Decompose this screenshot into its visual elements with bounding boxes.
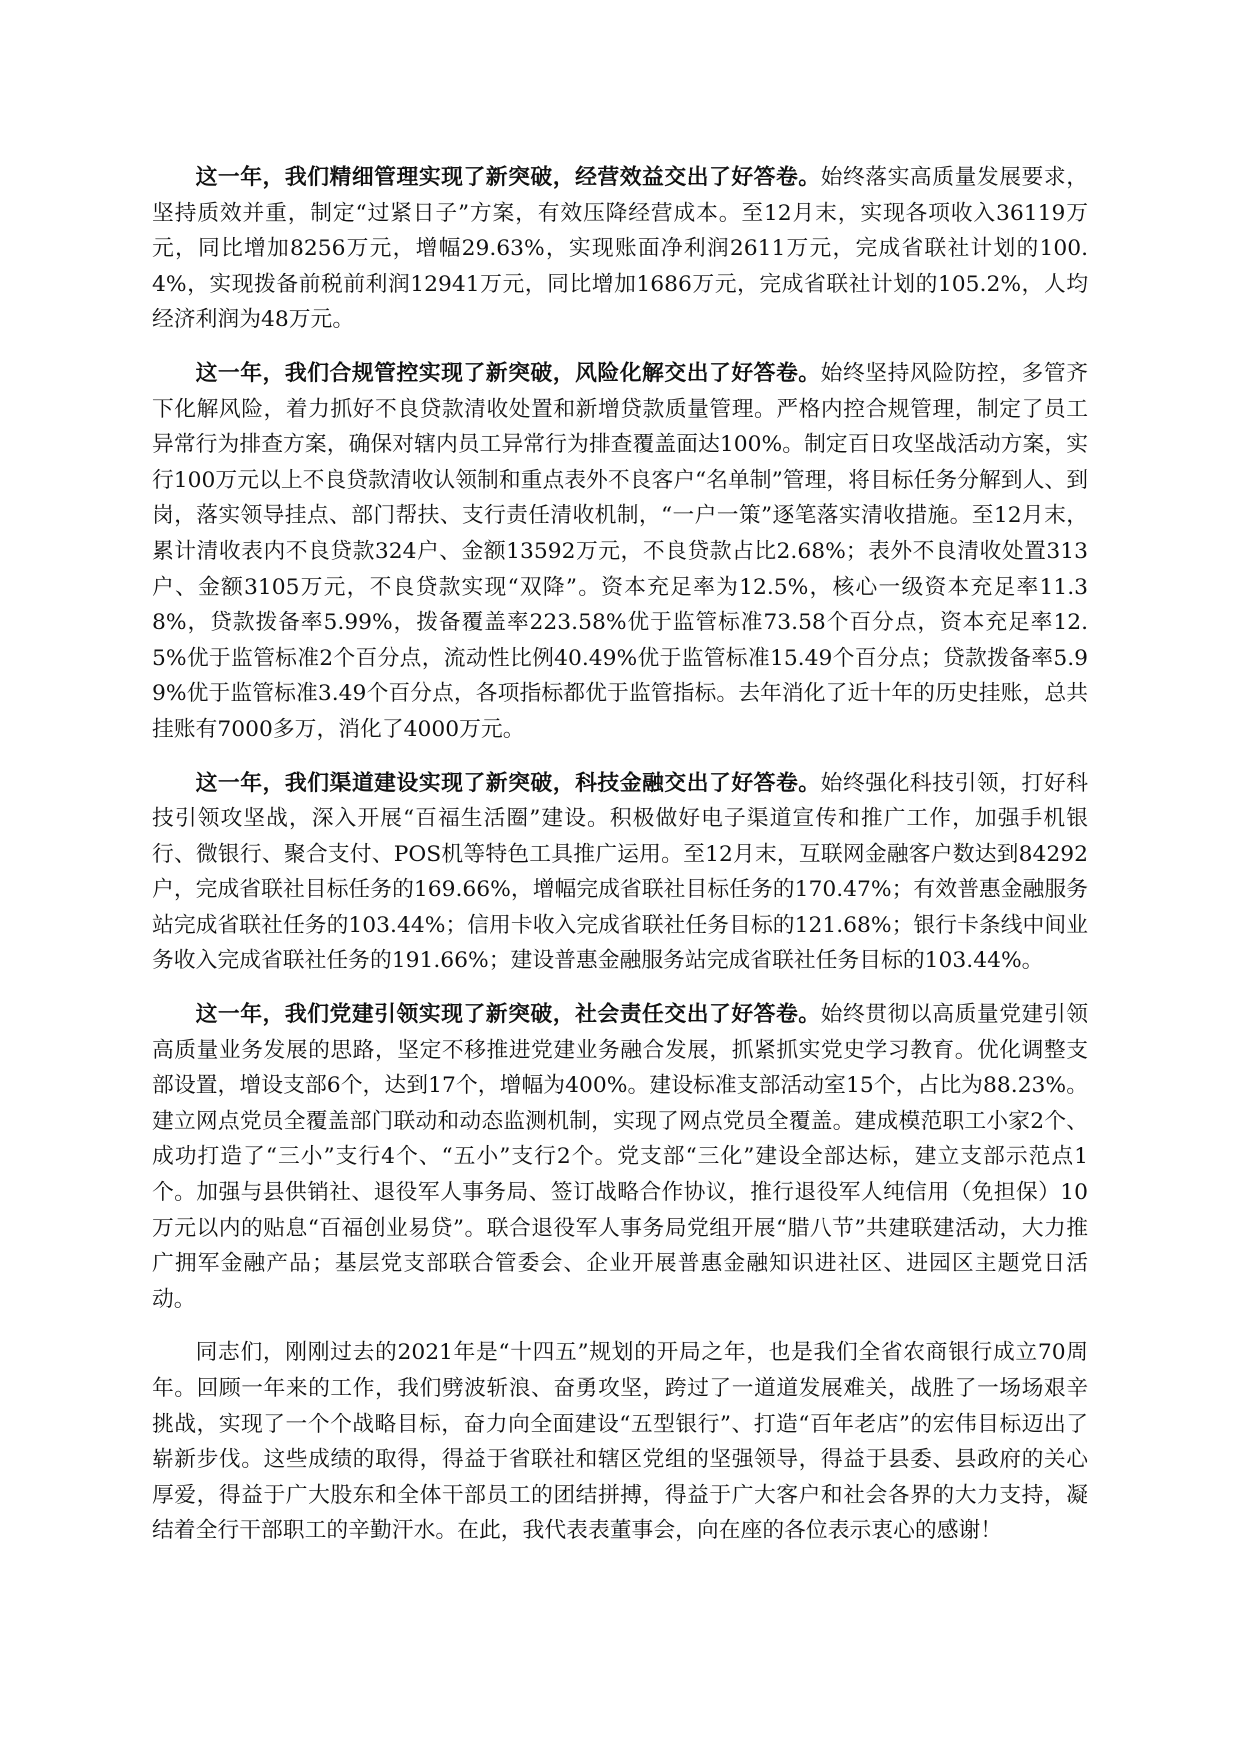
paragraph-body: 始终强化科技引领，打好科技引领攻坚战，深入开展“百福生活圈”建设。积极做好电子渠道宣传和推广工作，加强手机银行、微银行、聚合支付、POS机等特色工具推广运用。至12月末，互联网金融客户数达到84292户，完成省联社目标任务的169.66%，增幅完成省联社目标任务的170.47%；有效普惠金融服务站完成省联社任务的103.44%；信用卡收入完成省联社任务目标的121.68%；银行卡条线中间业务收入完成省联社任务的191.66%；建设普惠金融服务站完成省联社任务目标的103.44%。: [152, 770, 1088, 974]
paragraph-closing: [152, 1335, 1088, 1549]
paragraph-compliance: [152, 356, 1088, 748]
paragraph-lead: 这一年，我们渠道建设实现了新突破，科技金融交出了好答卷。: [195, 770, 821, 796]
document-page: [152, 160, 1088, 1567]
paragraph-lead: 这一年，我们精细管理实现了新突破，经营效益交出了好答卷。: [195, 165, 821, 190]
paragraph-body: 同志们，刚刚过去的2021年是“十四五”规划的开局之年，也是我们全省农商银行成立70周年。回顾一年来的工作，我们劈波斩浪、奋勇攻坚，跨过了一道道发展难关，战胜了一场场艰辛挑战，实现了一个个战略目标，奋力向全面建设“五型银行”、打造“百年老店”的宏伟目标迈出了崭新步伐。这些成绩的取得，得益于省联社和辖区党组的坚强领导，得益于县委、县政府的关心厚爱，得益于广大股东和全体干部员工的团结拼搏，得益于广大客户和社会各界的大力支持，凝结着全行干部职工的辛勤汗水。在此，我代表表董事会，向在座的各位表示衷心的感谢！: [152, 1340, 1088, 1544]
paragraph-party-building: [152, 997, 1088, 1317]
paragraph-lead: 这一年，我们合规管控实现了新突破，风险化解交出了好答卷。: [195, 360, 821, 386]
paragraph-channels: [152, 766, 1088, 980]
paragraph-management: [152, 160, 1088, 338]
paragraph-body: 始终落实高质量发展要求，坚持质效并重，制定“过紧日子”方案，有效压降经营成本。至12月末，实现各项收入36119万元，同比增加8256万元，增幅29.63%，实现账面净利润2611万元，完成省联社计划的100.4%，实现拨备前税前利润12941万元，同比增加1686万元，完成省联社计划的105.2%，人均经济利润为48万元。: [152, 165, 1088, 333]
paragraph-body: 始终坚持风险防控，多管齐下化解风险，着力抓好不良贷款清收处置和新增贷款质量管理。严格内控合规管理，制定了员工异常行为排查方案，确保对辖内员工异常行为排查覆盖面达100%。制定百日攻坚战活动方案，实行100万元以上不良贷款清收认领制和重点表外不良客户“名单制”管理，将目标任务分解到人、到岗，落实领导挂点、部门帮扶、支行责任清收机制，“一户一策”逐笔落实清收措施。至12月末，累计清收表内不良贷款324户、金额13592万元，不良贷款占比2.68%；表外不良清收处置313户、金额3105万元，不良贷款实现“双降”。资本充足率为12.5%，核心一级资本充足率11.38%，贷款拨备率5.99%，拨备覆盖率223.58%优于监管标准73.58个百分点，资本充足率12.5%优于监管标准2个百分点，流动性比例40.49%优于监管标准15.49个百分点；贷款拨备率5.99%优于监管标准3.49个百分点，各项指标都优于监管指标。去年消化了近十年的历史挂账，总共挂账有7000多万，消化了4000万元。: [152, 360, 1088, 742]
paragraph-body: 始终贯彻以高质量党建引领高质量业务发展的思路，坚定不移推进党建业务融合发展，抓紧抓实党史学习教育。优化调整支部设置，增设支部6个，达到17个，增幅为400%。建设标准支部活动室15个，占比为88.23%。建立网点党员全覆盖部门联动和动态监测机制，实现了网点党员全覆盖。建成模范职工小家2个、成功打造了“三小”支行4个、“五小”支行2个。党支部“三化”建设全部达标，建立支部示范点1个。加强与县供销社、退役军人事务局、签订战略合作协议，推行退役军人纯信用（免担保）10万元以内的贴息“百福创业易贷”。联合退役军人事务局党组开展“腊八节”共建联建活动，大力推广拥军金融产品；基层党支部联合管委会、企业开展普惠金融知识进社区、进园区主题党日活动。: [152, 1002, 1088, 1312]
paragraph-lead: 这一年，我们党建引领实现了新突破，社会责任交出了好答卷。: [195, 1002, 821, 1028]
